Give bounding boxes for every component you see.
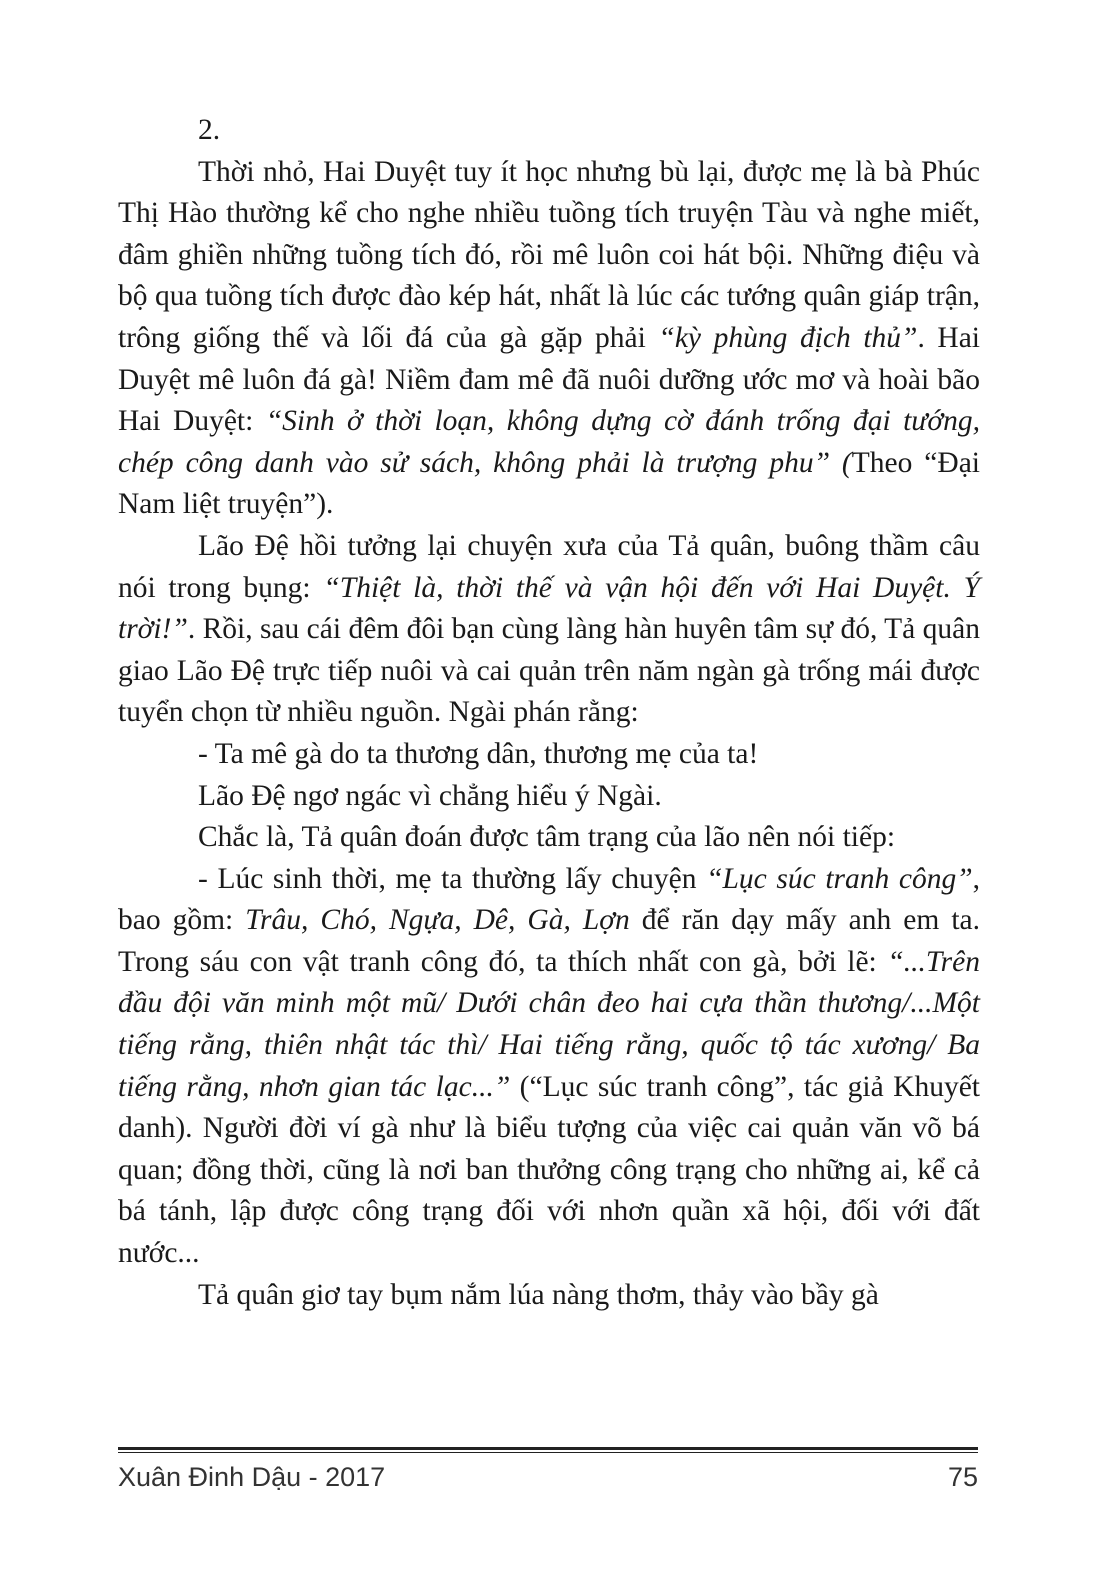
paragraph <box>118 152 980 526</box>
text-run: Thời nhỏ, Hai Duyệt tuy ít học nhưng bù lại, được mẹ là bà Phúc Thị Hào thường kể cho nghe nhiều tuồng tích truyện Tàu và nghe miết, đâm ghiền những tuồng tích đó, rồi mê luôn coi hát bội. Những điệu và bộ qua tuồng tích được đào kép hát, nhất là lúc các tướng quân giáp trận, trông giống thế và lối đá của gà gặp phải <box>118 155 980 354</box>
paragraph <box>118 1275 980 1317</box>
section-number: 2. <box>198 114 221 146</box>
text-run: Chắc là, Tả quân đoán được tâm trạng của lão nên nói tiếp: <box>198 821 896 854</box>
text-run: để răn dạy mấy anh em ta. Trong sáu con vật tranh công đó, ta thích nhất con gà, bởi lẽ: <box>118 904 980 978</box>
italic-run: Trâu, Chó, Ngựa, Dê, Gà, Lợn <box>245 904 630 937</box>
italic-run: “Lục súc tranh công” <box>706 862 973 895</box>
body-text <box>118 110 980 1316</box>
paragraph <box>118 526 980 734</box>
paragraph <box>118 817 980 859</box>
text-run: Lão Đệ hồi tưởng lại chuyện xưa của Tả quân, buông thầm câu nói trong bụng: <box>118 529 980 604</box>
text-run: Theo “Đại Nam liệt truyện”). <box>118 446 980 521</box>
text-run: , bao gồm: <box>118 862 980 937</box>
paragraph <box>118 776 980 818</box>
italic-run: “kỳ phùng địch thủ” <box>658 321 918 354</box>
italic-run: “...Trên đầu đội văn minh một mũ/ Dưới chân đeo hai cựa thần thương/...Một tiếng rằng, thiên nhật tác thì/ Hai tiếng rằng, quốc tộ tác xương/ Ba tiếng rằng, nhơn gian tác lạc...” <box>118 945 980 1103</box>
text-run: Lão Đệ ngơ ngác vì chẳng hiểu ý Ngài. <box>198 779 662 812</box>
text-run: - Lúc sinh thời, mẹ ta thường lấy chuyện <box>198 862 707 895</box>
italic-run: “Thiệt là, thời thế và vận hội đến với Hai Duyệt. Ý trời!” <box>118 571 980 646</box>
text-run: Tả quân giơ tay bụm nắm lúa nàng thơm, thảy vào bầy gà <box>198 1278 879 1311</box>
footer-edition: Xuân Đinh Dậu - 2017 <box>118 1462 386 1492</box>
paragraph <box>118 859 980 1275</box>
text-run: . Rồi, sau cái đêm đôi bạn cùng làng hàn huyên tâm sự đó, Tả quân giao Lão Đệ trực tiếp nuôi và cai quản trên năm ngàn gà trống mái được tuyển chọn từ nhiều nguồn. Ngài phán rằng: <box>118 613 980 729</box>
paragraph <box>118 734 980 776</box>
footer-rule-thin <box>118 1452 978 1453</box>
footer-rule-thick <box>118 1447 978 1450</box>
italic-run: “Sinh ở thời loạn, không dựng cờ đánh trống đại tướng, chép công danh vào sử sách, không phải là trượng phu” ( <box>118 405 980 479</box>
text-run: (“Lục súc tranh công”, tác giả Khuyết danh). Người đời ví gà như là biểu tượng của việc cai quản văn võ bá quan; đồng thời, cũng là nơi ban thưởng công trạng cho những ai, kể cả bá tánh, lập được công trạng đối với nhơn quần xã hội, đối với đất nước... <box>118 1070 980 1270</box>
page-number: 75 <box>947 1462 978 1492</box>
text-run: - Ta mê gà do ta thương dân, thương mẹ của ta! <box>198 737 759 770</box>
text-run: . Hai Duyệt mê luôn đá gà! Niềm đam mê đã nuôi dưỡng ước mơ và hoài bão Hai Duyệt: <box>118 321 980 438</box>
